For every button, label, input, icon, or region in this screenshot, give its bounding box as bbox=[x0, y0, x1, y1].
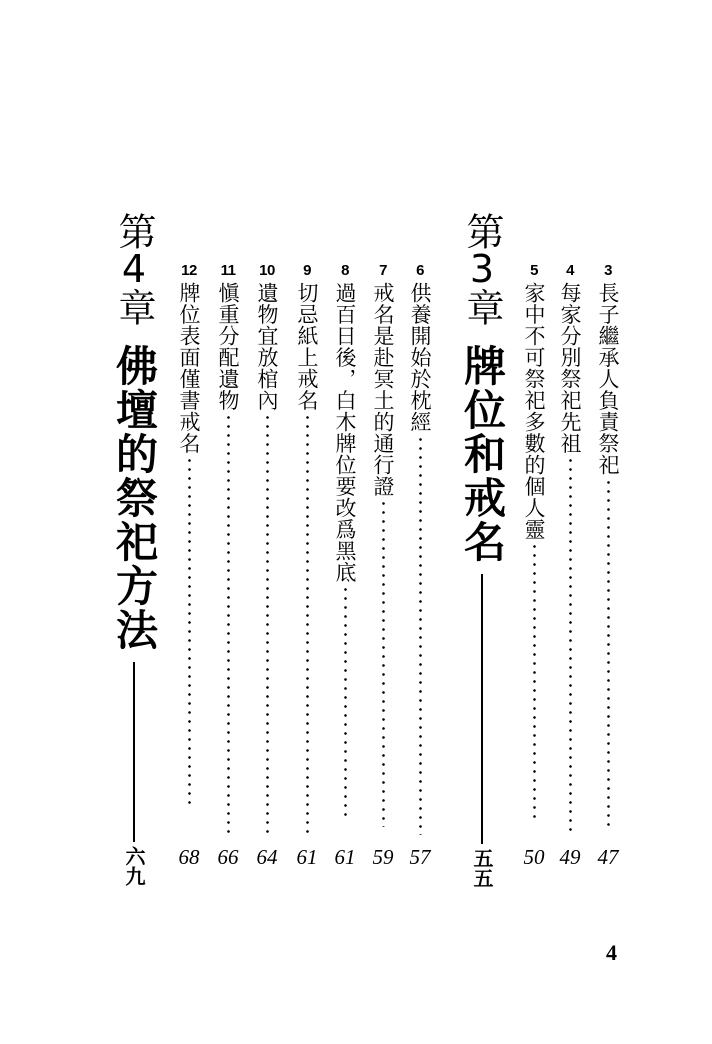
entry-title: 戒名是赴冥土的通行證 bbox=[371, 282, 395, 497]
entry-title: 供養開始於枕經 bbox=[408, 282, 432, 433]
dot-leader bbox=[188, 456, 191, 808]
entry-page-number: 64 bbox=[256, 845, 278, 869]
toc-entry[interactable] bbox=[290, 262, 324, 869]
chapter-rule bbox=[481, 574, 483, 844]
dot-leader bbox=[607, 478, 610, 830]
entry-title: 愼重分配遺物 bbox=[216, 282, 240, 411]
toc-entry[interactable] bbox=[250, 262, 284, 869]
entry-number: 11 bbox=[220, 262, 236, 279]
dot-leader bbox=[266, 413, 269, 837]
dot-leader bbox=[227, 413, 230, 837]
entry-page-number: 47 bbox=[597, 845, 619, 869]
entry-number: 9 bbox=[303, 262, 311, 279]
entry-number: 7 bbox=[379, 262, 387, 279]
entry-title: 過百日後，白木牌位要改爲黑底 bbox=[333, 282, 357, 583]
entry-page-number: 61 bbox=[296, 845, 318, 869]
chapter-rule bbox=[133, 662, 135, 842]
dot-leader bbox=[419, 435, 422, 835]
dot-leader bbox=[533, 542, 536, 822]
chapter-heading bbox=[109, 212, 159, 886]
toc-entry[interactable] bbox=[172, 262, 206, 869]
toc-entry[interactable] bbox=[553, 262, 587, 869]
toc-entry[interactable] bbox=[403, 262, 437, 869]
entry-page-number: 59 bbox=[372, 845, 394, 869]
entry-title: 遺物宜放棺內 bbox=[255, 282, 279, 411]
dot-leader bbox=[569, 456, 572, 832]
chapter-title: 佛壇的祭祀方法 bbox=[110, 344, 159, 652]
entry-title: 長子繼承人負責祭祀 bbox=[596, 282, 620, 476]
entry-title: 牌位表面僅書戒名 bbox=[177, 282, 201, 454]
entry-number: 5 bbox=[530, 262, 538, 279]
dot-leader bbox=[382, 499, 385, 827]
entry-page-number: 50 bbox=[523, 845, 545, 869]
entry-number: 6 bbox=[416, 262, 424, 279]
chapter-title: 牌位和戒名 bbox=[458, 344, 507, 564]
toc-entry[interactable] bbox=[211, 262, 245, 869]
dot-leader bbox=[344, 585, 347, 817]
entry-page-number: 68 bbox=[178, 845, 200, 869]
chapter-label: 第3章 bbox=[460, 212, 504, 326]
toc-entry[interactable] bbox=[328, 262, 362, 869]
chapter-label: 第4章 bbox=[112, 212, 156, 326]
toc-entry[interactable] bbox=[591, 262, 625, 869]
chapter-page-number: 六九 bbox=[122, 846, 146, 886]
entry-title: 切忌紙上戒名 bbox=[295, 282, 319, 411]
entry-page-number: 57 bbox=[409, 845, 431, 869]
entry-page-number: 66 bbox=[217, 845, 239, 869]
chapter-page-number: 五五 bbox=[470, 848, 494, 888]
entry-number: 10 bbox=[259, 262, 275, 279]
entry-title: 每家分別祭祀先祖 bbox=[558, 282, 582, 454]
chapter-heading bbox=[457, 212, 507, 888]
entry-number: 4 bbox=[566, 262, 574, 279]
entry-number: 3 bbox=[604, 262, 612, 279]
dot-leader bbox=[306, 413, 309, 837]
toc-entry[interactable] bbox=[517, 262, 551, 869]
toc-entry[interactable] bbox=[366, 262, 400, 869]
page-folio: 4 bbox=[606, 940, 617, 965]
entry-title: 家中不可祭祀多數的個人靈 bbox=[522, 282, 546, 540]
entry-number: 12 bbox=[181, 262, 197, 279]
entry-page-number: 61 bbox=[334, 845, 356, 869]
entry-page-number: 49 bbox=[559, 845, 581, 869]
entry-number: 8 bbox=[341, 262, 349, 279]
